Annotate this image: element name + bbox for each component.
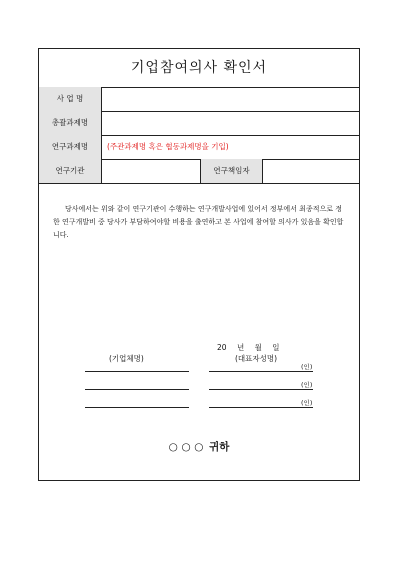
company-signature-line-2[interactable] — [85, 389, 189, 390]
representative-caption: (대표자성명) — [235, 354, 278, 363]
seal-mark-1: (인) — [301, 363, 313, 371]
institution-label: 연구기관 — [39, 159, 102, 183]
confirmation-form — [38, 48, 360, 481]
representative-signature-line-2[interactable] — [209, 389, 313, 390]
date-month: 월 — [254, 343, 262, 352]
representative-signature-line-3[interactable] — [209, 407, 313, 408]
total-project-field[interactable] — [102, 111, 359, 135]
recipient-placeholder: ○ ○ ○ — [168, 441, 204, 453]
business-name-label: 사 업 명 — [39, 87, 102, 111]
director-field[interactable] — [263, 159, 359, 183]
seal-mark-3: (인) — [301, 399, 313, 407]
company-signature-line-3[interactable] — [85, 407, 189, 408]
form-title: 기업참여의사 확인서 — [39, 49, 359, 88]
company-signature-line-1[interactable] — [85, 371, 189, 372]
director-label: 연구책임자 — [200, 159, 263, 183]
project-label: 연구과제명 — [39, 135, 102, 159]
recipient-suffix: 귀하 — [209, 441, 230, 453]
recipient-line — [39, 439, 359, 454]
business-name-row — [39, 87, 359, 112]
date-year: 년 — [236, 343, 245, 352]
project-field-hint[interactable]: (주관과제명 혹은 협동과제명을 기입) — [107, 142, 229, 151]
seal-mark-2: (인) — [301, 381, 313, 389]
institution-field[interactable] — [102, 159, 200, 183]
company-name-caption: (기업체명) — [109, 354, 144, 363]
total-project-label: 총괄과제명 — [39, 111, 102, 135]
project-row — [39, 135, 359, 160]
total-project-row — [39, 111, 359, 136]
institution-row — [39, 159, 359, 184]
date-day: 일 — [272, 343, 280, 352]
business-name-field[interactable] — [102, 87, 359, 111]
date-year-prefix: 20 — [217, 343, 227, 352]
date-line — [217, 342, 287, 353]
statement-text: 당사에서는 위와 같이 연구기관이 수행하는 연구개발사업에 있어서 정부에서 최종적으로 정한 연구개발비 중 당사가 부담하여야할 비용을 출연하고 본 사업에 참여할 의사가 있음을 확인합니다. — [53, 205, 344, 239]
representative-signature-line-1[interactable] — [209, 371, 313, 372]
